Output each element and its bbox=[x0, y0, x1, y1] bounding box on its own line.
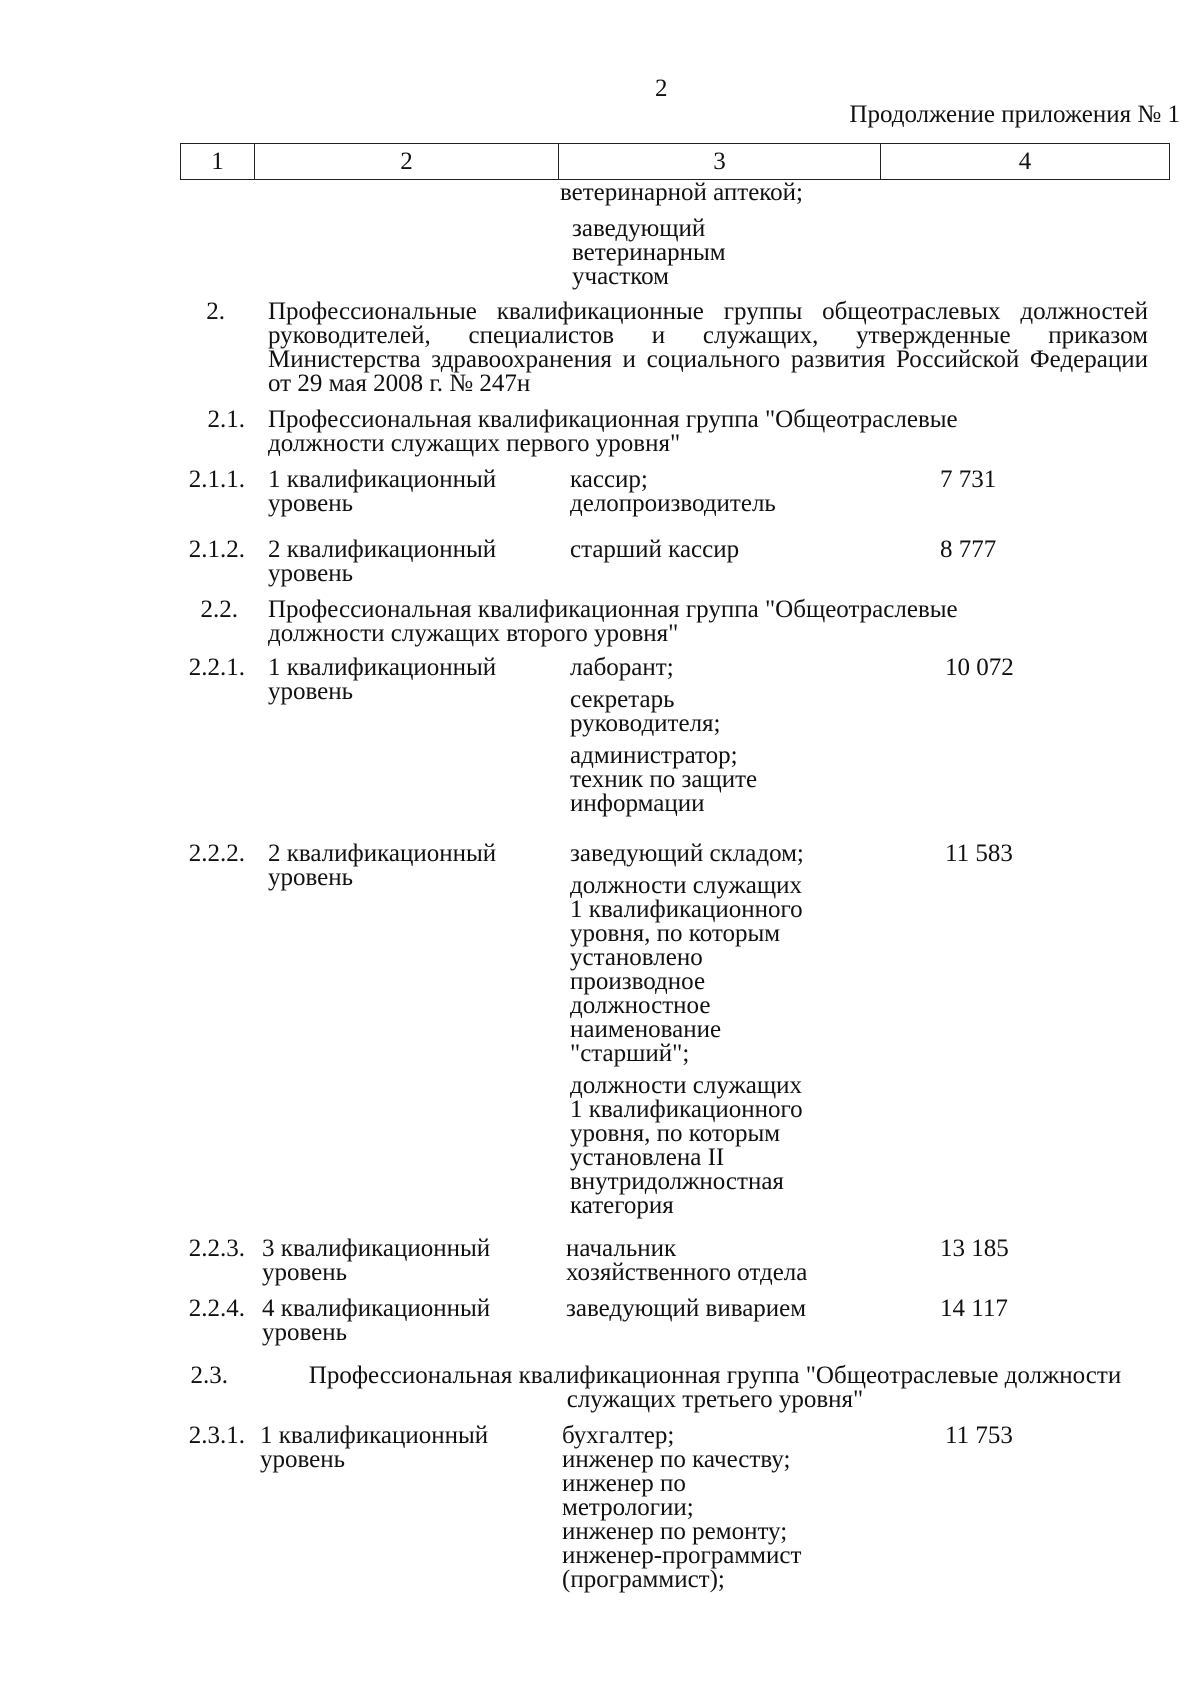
position-text: администратор; техник по защите информации bbox=[570, 742, 758, 817]
salary-value: 11 753 bbox=[945, 1422, 1013, 1449]
row-number: 2.2.1. bbox=[188, 654, 245, 681]
salary-value: 10 072 bbox=[945, 654, 1014, 681]
qualification-level: 3 квалификационный уровень bbox=[262, 1235, 491, 1286]
row-number: 2.3.1. bbox=[188, 1422, 245, 1449]
position-text: лаборант; bbox=[570, 654, 674, 681]
column-header-1: 1 bbox=[181, 144, 255, 179]
position-text: ветеринарной аптекой; bbox=[560, 179, 804, 206]
group-number: 2.1. bbox=[207, 406, 245, 433]
row-number: 2.2.3. bbox=[188, 1235, 245, 1262]
qualification-level: 1 квалификационный уровень bbox=[260, 1422, 489, 1473]
group-title: Профессиональная квалификационная группа "Общеотраслевые должности служащих первого уровня" bbox=[268, 406, 958, 457]
position-text: начальник хозяйственного отдела bbox=[566, 1235, 808, 1286]
group-number: 2.3. bbox=[190, 1362, 228, 1389]
position-text: секретарь руководителя; bbox=[570, 686, 721, 737]
position-text: бухгалтер; инженер по качеству; инженер по метрологии; инженер по ремонту; инженер-программист (программист); bbox=[562, 1422, 802, 1593]
position-text: старший кассир bbox=[570, 536, 740, 563]
row-number: 2.2.4. bbox=[188, 1295, 245, 1322]
qualification-level: 4 квалификационный уровень bbox=[262, 1295, 491, 1346]
salary-value: 7 731 bbox=[940, 466, 997, 493]
column-header-4: 4 bbox=[1018, 148, 1032, 175]
group-title: Профессиональная квалификационная группа "Общеотраслевые должности служащих третьего уровня" bbox=[308, 1362, 1122, 1413]
qualification-level: 1 квалификационный уровень bbox=[268, 466, 497, 517]
salary-value: 8 777 bbox=[940, 536, 997, 563]
position-text: заведующий складом; bbox=[570, 840, 804, 867]
position-text: должности служащих 1 квалификационного уровня, по которым установлено производное должностное наименование "старший"; bbox=[570, 872, 803, 1067]
position-text: заведующий ветеринарным участком bbox=[572, 215, 726, 290]
row-number: 2.1.1. bbox=[188, 466, 245, 493]
row-number: 2.2.2. bbox=[188, 840, 245, 867]
qualification-level: 2 квалификационный уровень bbox=[268, 536, 497, 587]
qualification-level: 1 квалификационный уровень bbox=[268, 654, 497, 705]
column-header-table bbox=[180, 143, 1170, 180]
section-number: 2. bbox=[206, 298, 225, 325]
group-title: Профессиональная квалификационная группа "Общеотраслевые должности служащих второго уровня" bbox=[268, 596, 958, 647]
position-text: должности служащих 1 квалификационного уровня, по которым установлена II внутридолжностная категория bbox=[570, 1072, 803, 1219]
section-title: Профессиональные квалификационные группы общеотраслевых должностей руководителей, специалистов и служащих, утвержденные приказом Министерства здравоохранения и социального развития Российской Федерации от 29 мая 2008 г. № 247н bbox=[268, 298, 1148, 397]
salary-value: 14 117 bbox=[940, 1295, 1008, 1322]
row-number: 2.1.2. bbox=[188, 536, 245, 563]
column-header-3: 3 bbox=[559, 144, 881, 179]
salary-value: 11 583 bbox=[945, 840, 1013, 867]
position-text: кассир; делопроизводитель bbox=[570, 466, 776, 517]
salary-value: 13 185 bbox=[940, 1235, 1009, 1262]
continuation-label: Продолжение приложения № 1 bbox=[849, 101, 1180, 128]
page-number: 2 bbox=[655, 75, 668, 102]
column-header-2: 2 bbox=[255, 144, 559, 179]
qualification-level: 2 квалификационный уровень bbox=[268, 840, 497, 891]
position-text: заведующий виварием bbox=[566, 1295, 807, 1322]
group-number: 2.2. bbox=[200, 596, 238, 623]
